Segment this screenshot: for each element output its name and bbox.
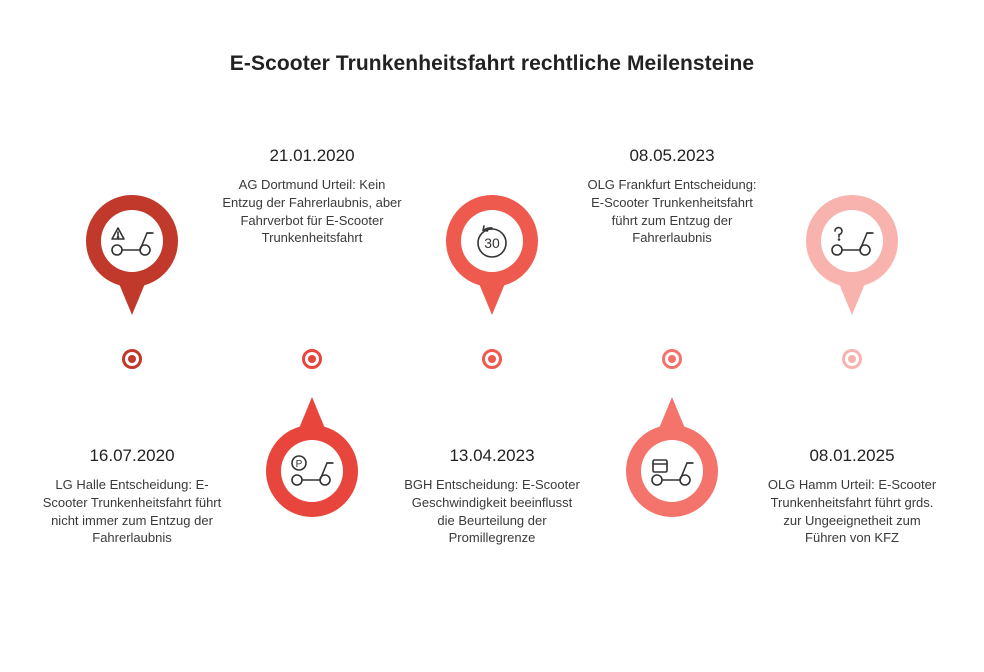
svg-text:P: P <box>295 459 303 470</box>
axis-dot-inner-4 <box>668 355 676 363</box>
milestone-pin-4[interactable] <box>626 395 718 517</box>
milestone-date-3: 13.04.2023 <box>449 446 535 465</box>
axis-dot-5 <box>842 349 862 369</box>
milestone-date-4: 08.05.2023 <box>629 146 715 165</box>
svg-text:30: 30 <box>484 235 500 251</box>
milestone-desc-4: OLG Frankfurt Entscheidung: E-Scooter Trunkenheitsfahrt führt zum Entzug der Fahrerlaubnis <box>587 177 757 246</box>
milestone-text-2 <box>222 146 402 247</box>
milestone-text-1 <box>42 446 222 547</box>
milestone-desc-1: LG Halle Entscheidung: E-Scooter Trunkenheitsfahrt führt nicht immer zum Entzug der Fahrerlaubnis <box>42 477 222 546</box>
axis-dot-inner-2 <box>308 355 316 363</box>
milestone-pin-2[interactable] <box>266 395 358 517</box>
milestone-desc-3: BGH Entscheidung: E-Scooter Geschwindigkeit beeinflusst die Beurteilung der Promillegrenze <box>404 477 580 546</box>
page-title: E-Scooter Trunkenheitsfahrt rechtliche Meilensteine <box>229 52 755 75</box>
milestone-pin-5[interactable] <box>806 195 898 317</box>
milestone-pin-3[interactable] <box>446 195 538 317</box>
axis-dot-inner-1 <box>128 355 136 363</box>
axis-dot-1 <box>122 349 142 369</box>
milestone-date-1: 16.07.2020 <box>89 446 175 465</box>
milestone-desc-5: OLG Hamm Urteil: E-Scooter Trunkenheitsfahrt führt grds. zur Ungeeignetheit zum Führen von KFZ <box>767 477 937 546</box>
milestone-desc-2: AG Dortmund Urteil: Kein Entzug der Fahrerlaubnis, aber Fahrverbot für E-Scooter Trunkenheitsfahrt <box>222 177 402 246</box>
milestone-text-5 <box>762 446 942 547</box>
question-scooter-icon <box>821 210 883 272</box>
speed-limit-30-icon <box>461 210 523 272</box>
axis-dot-2 <box>302 349 322 369</box>
axis-dot-3 <box>482 349 502 369</box>
milestone-text-3 <box>402 446 582 547</box>
milestone-date-5: 08.01.2025 <box>809 446 895 465</box>
axis-dot-inner-3 <box>488 355 496 363</box>
parking-scooter-icon <box>281 440 343 502</box>
milestone-pin-1[interactable] <box>86 195 178 317</box>
axis-dot-4 <box>662 349 682 369</box>
milestone-date-2: 21.01.2020 <box>269 146 355 165</box>
warning-scooter-icon <box>101 210 163 272</box>
delivery-scooter-icon <box>641 440 703 502</box>
axis-dot-inner-5 <box>848 355 856 363</box>
milestone-text-4 <box>582 146 762 247</box>
